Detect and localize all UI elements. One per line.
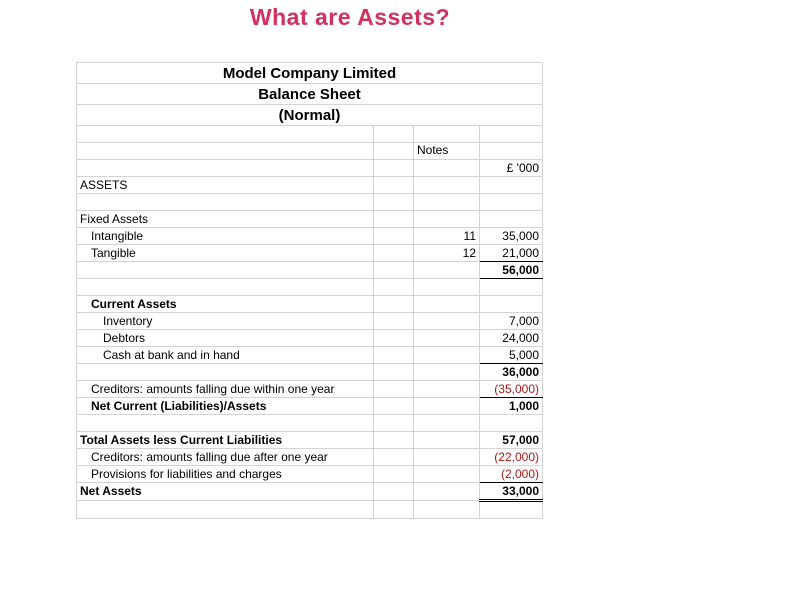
intangible-value: 35,000 xyxy=(480,228,543,245)
net-assets-value: 33,000 xyxy=(480,483,543,501)
net-assets-label: Net Assets xyxy=(77,483,374,501)
table-row xyxy=(77,381,543,398)
table-row xyxy=(77,160,543,177)
cash-label: Cash at bank and in hand xyxy=(77,347,374,364)
company-name: Model Company Limited xyxy=(77,63,543,84)
inventory-label: Inventory xyxy=(77,313,374,330)
balance-sheet-table xyxy=(76,62,543,519)
slide-title: What are Assets? xyxy=(249,4,451,30)
table-row xyxy=(77,483,543,501)
creditors-short-value: (35,000) xyxy=(480,381,543,398)
creditors-long-label: Creditors: amounts falling due after one year xyxy=(77,449,374,466)
tangible-value: 21,000 xyxy=(480,245,543,262)
table-row xyxy=(77,126,543,143)
notes-column-header: Notes xyxy=(414,143,480,160)
table-row xyxy=(77,432,543,449)
tangible-note: 12 xyxy=(414,245,480,262)
table-row xyxy=(77,211,543,228)
table-row xyxy=(77,330,543,347)
table-row xyxy=(77,84,543,105)
table-row xyxy=(77,415,543,432)
total-assets-less-cl-value: 57,000 xyxy=(480,432,543,449)
table-row xyxy=(77,262,543,279)
table-row xyxy=(77,313,543,330)
statement-title: Balance Sheet xyxy=(77,84,543,105)
provisions-label: Provisions for liabilities and charges xyxy=(77,466,374,483)
tangible-label: Tangible xyxy=(77,245,374,262)
table-row xyxy=(77,228,543,245)
section-current-assets: Current Assets xyxy=(77,296,374,313)
current-assets-total: 36,000 xyxy=(480,364,543,381)
table-row xyxy=(77,177,543,194)
provisions-value: (2,000) xyxy=(480,466,543,483)
statement-format: (Normal) xyxy=(77,105,543,126)
creditors-short-label: Creditors: amounts falling due within one year xyxy=(77,381,374,398)
debtors-value: 24,000 xyxy=(480,330,543,347)
table-row xyxy=(77,245,543,262)
table-row xyxy=(77,398,543,415)
section-assets: ASSETS xyxy=(77,177,374,194)
fixed-assets-total: 56,000 xyxy=(480,262,543,279)
table-row xyxy=(77,279,543,296)
net-current-label: Net Current (Liabilities)/Assets xyxy=(77,398,374,415)
table-row xyxy=(77,364,543,381)
section-fixed-assets: Fixed Assets xyxy=(77,211,374,228)
total-assets-less-cl-label: Total Assets less Current Liabilities xyxy=(77,432,374,449)
creditors-long-value: (22,000) xyxy=(480,449,543,466)
table-row xyxy=(77,466,543,483)
table-row xyxy=(77,105,543,126)
currency-column-header: £ '000 xyxy=(480,160,543,177)
net-current-value: 1,000 xyxy=(480,398,543,415)
table-row xyxy=(77,194,543,211)
table-row xyxy=(77,143,543,160)
table-row xyxy=(77,347,543,364)
intangible-note: 11 xyxy=(414,228,480,245)
table-row xyxy=(77,63,543,84)
cash-value: 5,000 xyxy=(480,347,543,364)
table-row xyxy=(77,449,543,466)
table-row xyxy=(77,501,543,519)
inventory-value: 7,000 xyxy=(480,313,543,330)
table-row xyxy=(77,296,543,313)
intangible-label: Intangible xyxy=(77,228,374,245)
debtors-label: Debtors xyxy=(77,330,374,347)
